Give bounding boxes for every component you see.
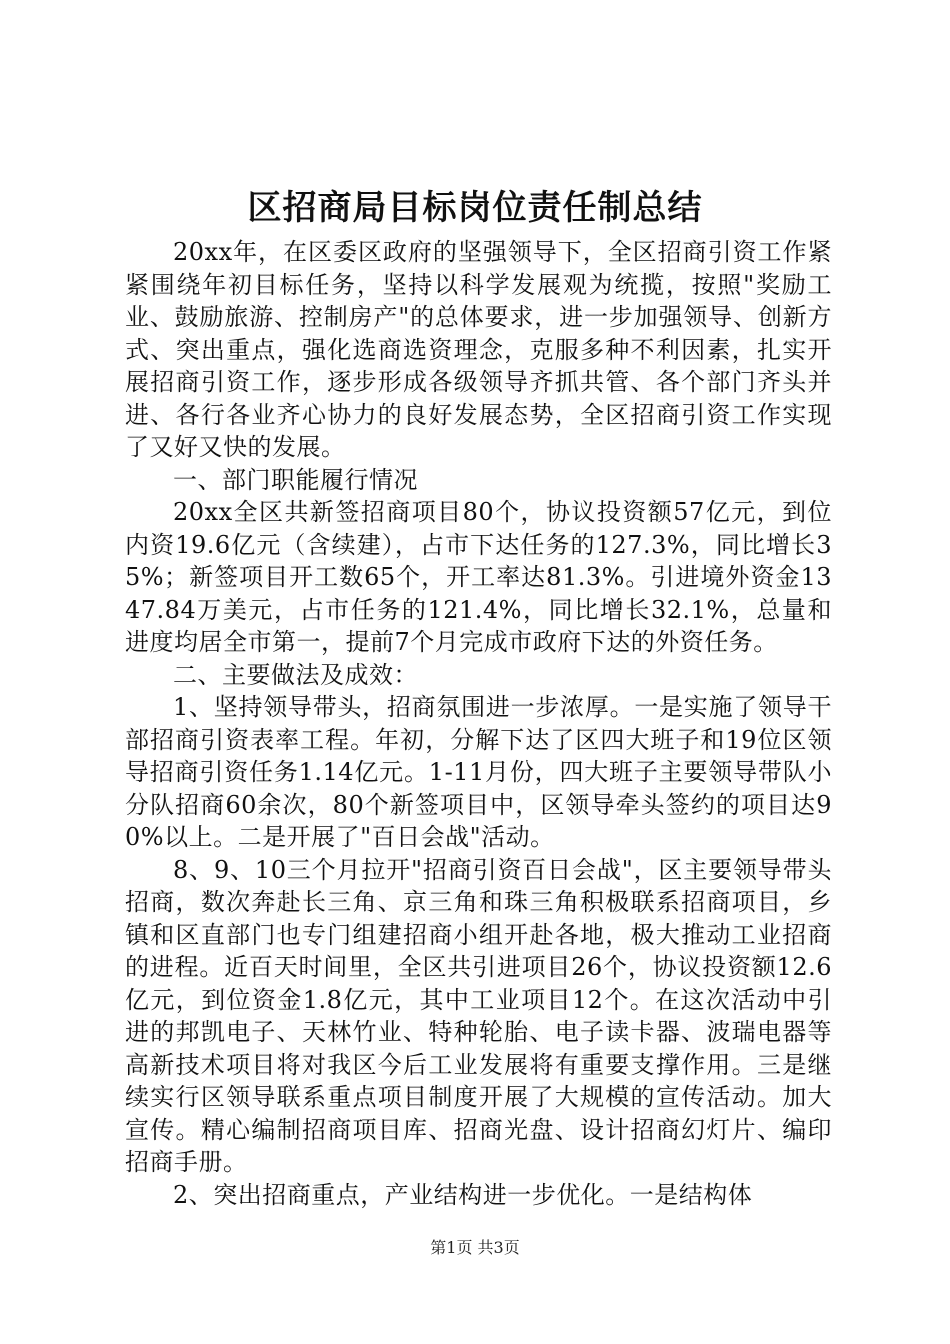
section-heading-2: 二、主要做法及成效： — [173, 660, 418, 689]
paragraph-leadership: 1、坚持领导带头，招商氛围进一步浓厚。一是实施了领导干部招商引资表率工程。年初，分解下达了区四大班子和19位区领导招商引资任务1.14亿元。1-11月份，四大班子主要领导带队小分队招商60余次，80个新签项目中，区领导牵头签约的项目达90%以上。二是开展了"百日会战"活动。 — [125, 693, 832, 851]
paragraph-structure: 2、突出招商重点，产业结构进一步优化。一是结构体 — [173, 1180, 753, 1209]
section-heading-1: 一、部门职能履行情况 — [173, 465, 418, 494]
paragraph-intro: 20xx年，在区委区政府的坚强领导下，全区招商引资工作紧紧围绕年初目标任务，坚持以科学发展观为统揽，按照"奖励工业、鼓励旅游、控制房产"的总体要求，进一步加强领导、创新方式、突出重点，强化选商选资理念，克服多种不利因素，扎实开展招商引资工作，逐步形成各级领导齐抓共管、各个部门齐头并进、各行各业齐心协力的良好发展态势，全区招商引资工作实现了又好又快的发展。 — [125, 238, 832, 461]
document-title: 区招商局目标岗位责任制总结 — [247, 188, 703, 228]
paragraph-hundred-days: 8、9、10三个月拉开"招商引资百日会战"，区主要领导带头招商，数次奔赴长三角、京三角和珠三角积极联系招商项目，乡镇和区直部门也专门组建招商小组开赴各地，极大推动工业招商的进程。近百天时间里，全区共引进项目26个，协议投资额12.6亿元，到位资金1.8亿元，其中工业项目12个。在这次活动中引进的邦凯电子、天林竹业、特种轮胎、电子读卡器、波瑞电器等高新技术项目将对我区今后工业发展将有重要支撑作用。三是继续实行区领导联系重点项目制度开展了大规模的宣传活动。加大宣传。精心编制招商项目库、招商光盘、设计招商幻灯片、编印招商手册。 — [125, 855, 832, 1176]
page-footer: 第1页 共3页 — [430, 1238, 520, 1257]
document-body — [125, 236, 832, 1211]
paragraph-stats: 20xx全区共新签招商项目80个，协议投资额57亿元，到位内资19.6亿元（含续建），占市下达任务的127.3%，同比增长35%；新签项目开工数65个，开工率达81.3%。引进境外资金1347.84万美元，占市任务的121.4%，同比增长32.1%，总量和进度均居全市第一，提前7个月完成市政府下达的外资任务。 — [125, 498, 832, 656]
